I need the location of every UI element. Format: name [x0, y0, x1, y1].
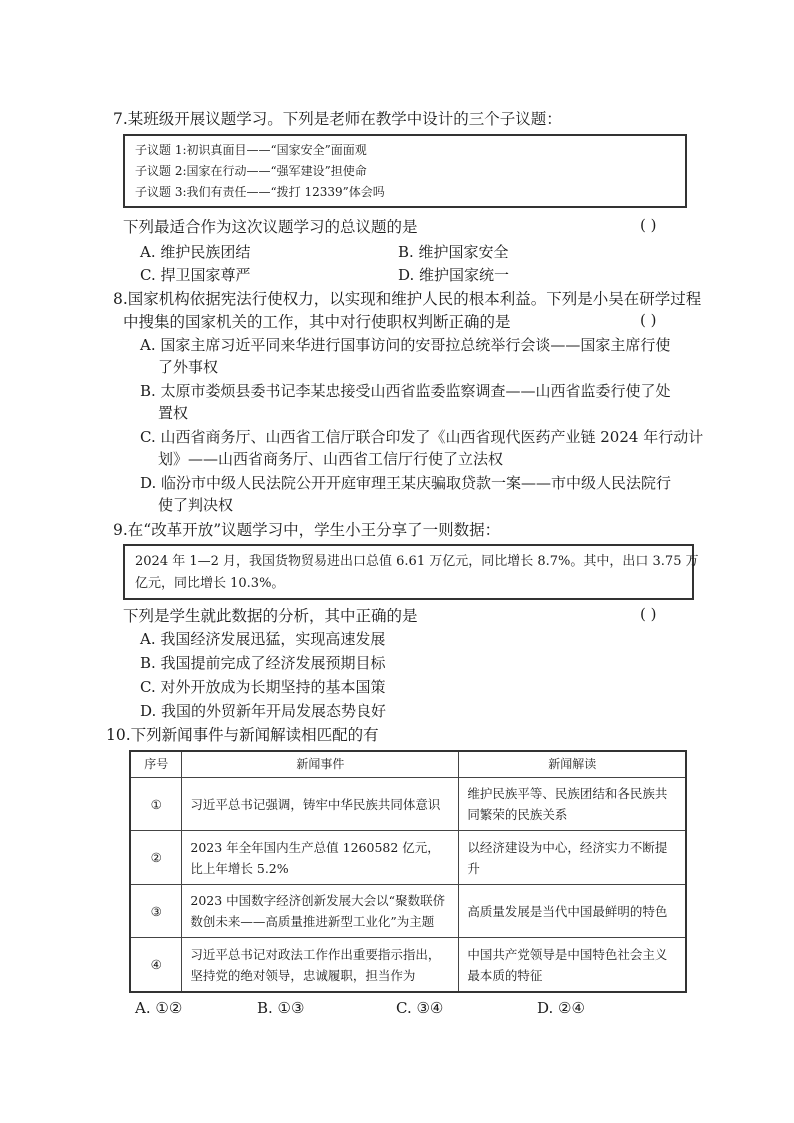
q8-option-c-line2: 划》——山西省商务厅、山西省工信厅行使了立法权: [158, 450, 504, 468]
row-reading: 以经济建设为中心，经济实力不断提升: [459, 831, 686, 884]
q9-option-c: C. 对外开放成为长期坚持的基本国策: [140, 678, 386, 696]
table-row: [130, 831, 686, 884]
q8-option-b-line1: B. 太原市娄烦县委书记李某忠接受山西省监委监察调查——山西省监委行使了处: [140, 382, 671, 400]
q10-option-b: B. ①③: [257, 999, 305, 1017]
q10-option-c: C. ③④: [396, 999, 444, 1017]
header-number: 序号: [130, 751, 182, 778]
q8-stem-line1: 8.国家机构依据宪法行使权力，以实现和维护人民的根本利益。下列是小吴在研学过程: [113, 290, 702, 308]
table-row: [130, 938, 686, 992]
row-reading: 维护民族平等、民族团结和各民族共同繁荣的民族关系: [459, 778, 686, 831]
q8-option-d-line1: D. 临汾市中级人民法院公开开庭审理王某庆骗取贷款一案——市中级人民法院行: [140, 474, 672, 492]
q8-option-a-line2: 了外事权: [158, 358, 219, 376]
q10-stem: 10.下列新闻事件与新闻解读相匹配的有: [106, 726, 379, 744]
q8-option-d-line2: 使了判决权: [158, 496, 234, 514]
q7-option-c: C. 捍卫国家尊严: [140, 266, 251, 284]
row-number: ④: [130, 938, 182, 992]
q7-stem: 7.某班级开展议题学习。下列是老师在教学中设计的三个子议题：: [113, 110, 562, 128]
q7-question: 下列最适合作为这次议题学习的总议题的是: [123, 218, 418, 236]
row-reading: 中国共产党领导是中国特色社会主义最本质的特征: [459, 938, 686, 992]
news-table: [129, 750, 687, 993]
q10-option-a: A. ①②: [135, 999, 183, 1017]
q8-answer-paren: ( ): [640, 311, 657, 329]
q8-option-c-line1: C. 山西省商务厅、山西省工信厅联合印发了《山西省现代医药产业链 2024 年行动计: [140, 428, 704, 446]
q9-data-line2: 亿元，同比增长 10.3%。: [135, 576, 285, 591]
table-row: [130, 884, 686, 937]
q9-stem: 9.在“改革开放”议题学习中，学生小王分享了一则数据：: [113, 521, 501, 539]
row-event: 2023 中国数字经济创新发展大会以“聚数联侪 数创未来——高质量推进新型工业化”为主题: [182, 884, 459, 937]
q8-option-b-line2: 置权: [158, 404, 189, 422]
q7-option-d: D. 维护国家统一: [398, 266, 510, 284]
row-number: ②: [130, 831, 182, 884]
q7-sub-topics-box: [123, 134, 687, 208]
q9-answer-paren: ( ): [640, 605, 657, 623]
q7-sub-topic-1: 子议题 1:初识真面目——“国家安全”面面观: [135, 143, 367, 157]
q9-question: 下列是学生就此数据的分析，其中正确的是: [123, 607, 418, 625]
row-number: ③: [130, 884, 182, 937]
row-number: ①: [130, 778, 182, 831]
news-table-header-row: [130, 751, 686, 778]
q9-data-line1: 2024 年 1—2 月，我国货物贸易进出口总值 6.61 万亿元，同比增长 8.7%。其中，出口 3.75 万: [135, 554, 699, 569]
q8-stem-line2: 中搜集的国家机关的工作，其中对行使职权判断正确的是: [123, 313, 511, 331]
q7-option-b: B. 维护国家安全: [398, 243, 509, 261]
q8-option-a-line1: A. 国家主席习近平同来华进行国事访问的安哥拉总统举行会谈——国家主席行使: [140, 336, 671, 354]
q7-answer-paren: ( ): [640, 216, 657, 234]
header-news-reading: 新闻解读: [459, 751, 686, 778]
table-row: [130, 778, 686, 831]
q7-option-a: A. 维护民族团结: [140, 243, 251, 261]
q9-option-a: A. 我国经济发展迅猛，实现高速发展: [140, 630, 386, 648]
q7-sub-topic-3: 子议题 3:我们有责任——“拨打 12339”体会吗: [135, 185, 385, 199]
row-event: 习近平总书记对政法工作作出重要指示指出，坚持党的绝对领导，忠诚履职，担当作为: [182, 938, 459, 992]
row-reading: 高质量发展是当代中国最鲜明的特色: [459, 884, 686, 937]
header-news-event: 新闻事件: [182, 751, 459, 778]
q9-data-box: [123, 544, 699, 600]
row-event: 2023 年全年国内生产总值 1260582 亿元，比上年增长 5.2%: [182, 831, 459, 884]
row-event: 习近平总书记强调，铸牢中华民族共同体意识: [182, 778, 459, 831]
q10-option-d: D. ②④: [537, 999, 585, 1017]
q9-option-b: B. 我国提前完成了经济发展预期目标: [140, 654, 386, 672]
q9-option-d: D. 我国的外贸新年开局发展态势良好: [140, 702, 387, 720]
q7-sub-topic-2: 子议题 2:国家在行动——“强军建设”担使命: [135, 164, 367, 178]
